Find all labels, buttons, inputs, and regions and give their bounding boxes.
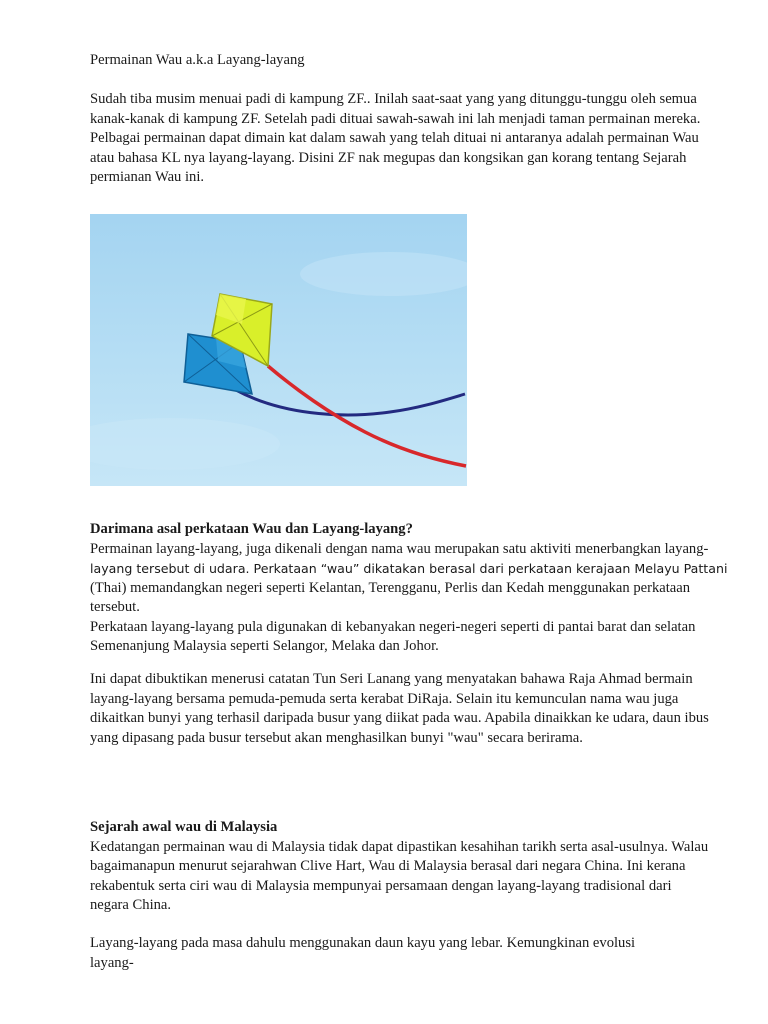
body-line: tersebut.	[90, 599, 140, 615]
body-line: layang tersebut di udara. Perkataan “wau” dikatakan berasal dari perkataan kerajaan Melayu Pattani	[90, 561, 728, 576]
intro-line: kanak-kanak di kampung ZF. Setelah padi dituai sawah-sawah ini lah menjadi taman permainan mereka.	[90, 110, 701, 127]
intro-line: permianan Wau ini.	[90, 169, 205, 185]
intro-paragraph	[90, 90, 701, 188]
section-origin-paragraph2	[90, 670, 709, 748]
body-line: bagaimanapun menurut sejarahwan Clive Hart, Wau di Malaysia berasal dari negara China. Ini kerana	[90, 858, 686, 874]
body-line: negara China.	[90, 897, 172, 913]
body-line: Semenanjung Malaysia seperti Selangor, Melaka dan Johor.	[90, 638, 439, 654]
section-origin	[90, 520, 728, 657]
section-history	[90, 818, 709, 916]
body-line: yang dipasang pada busur tersebut akan menghasilkan bunyi "wau" secara berirama.	[90, 729, 583, 746]
section-heading: Sejarah awal wau di Malaysia	[90, 819, 278, 835]
intro-line: Sudah tiba musim menuai padi di kampung ZF.. Inilah saat-saat yang yang ditunggu-tunggu oleh semua	[90, 91, 697, 107]
kite-photo	[90, 214, 467, 486]
body-line: Perkataan layang-layang pula digunakan di kebanyakan negeri-negeri seperti di pantai barat dan selatan	[90, 618, 696, 635]
intro-line: atau bahasa KL nya layang-layang. Disini ZF nak megupas dan kongsikan gan korang tentang Sejarah	[90, 149, 687, 166]
document-title: Permainan Wau a.k.a Layang-layang	[90, 52, 305, 68]
body-line: Kedatangan permainan wau di Malaysia tidak dapat dipastikan kesahihan tarikh serta asal-usulnya. Walau	[90, 838, 709, 855]
section-heading: Darimana asal perkataan Wau dan Layang-layang?	[90, 521, 413, 537]
body-line: Ini dapat dibuktikan menerusi catatan Tun Seri Lanang yang menyatakan bahawa Raja Ahmad bermain	[90, 671, 693, 687]
closing-line: Layang-layang pada masa dahulu menggunakan daun kayu yang lebar. Kemungkinan evolusi layang-	[90, 935, 636, 971]
blue-kite-tail	[236, 390, 465, 415]
kite-illustration	[90, 214, 467, 486]
body-line: (Thai) memandangkan negeri seperti Kelantan, Terengganu, Perlis dan Kedah menggunakan perkataan	[90, 579, 691, 596]
body-line: layang-layang bersama pemuda-pemuda serta kerabat DiRaja. Selain itu kemunculan nama wau juga	[90, 690, 679, 707]
intro-line: Pelbagai permainan dapat dimain kat dalam sawah yang telah dituai ni antaranya adalah permainan Wau	[90, 130, 699, 146]
body-line: dikaitkan bunyi yang terhasil daripada busur yang diikat pada wau. Apabila dinaikkan ke udara, daun ibus	[90, 710, 709, 726]
red-kite-tail	[268, 366, 466, 466]
body-line: rekabentuk serta ciri wau di Malaysia mempunyai persamaan dengan layang-layang tradisional dari	[90, 877, 672, 894]
body-line: Permainan layang-layang, juga dikenali dengan nama wau merupakan satu aktiviti menerbangkan layang-	[90, 540, 709, 557]
